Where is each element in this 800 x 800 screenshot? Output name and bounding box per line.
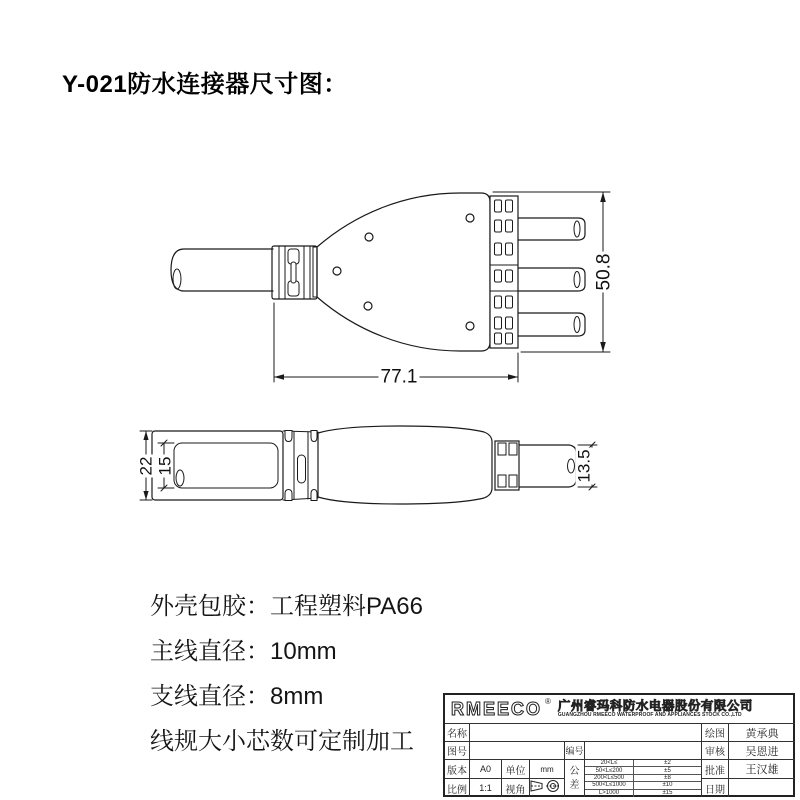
screw-holes [333,214,474,330]
field-approved-value: 王汉雄 [729,760,795,779]
field-date-value [729,779,795,797]
third-angle-projection-icon [530,779,562,793]
dim-label-77-1: 77.1 [380,366,418,388]
field-serial-value [585,742,702,760]
tolerance-value: ±15 [662,790,673,797]
field-drawn-label: 绘图 [702,724,729,742]
connector-body [317,193,490,351]
field-version-value: A0 [470,760,502,779]
side-branch-cable [519,445,576,487]
branch-rib-block [490,196,518,348]
side-view [136,426,597,504]
field-approved-label: 批准 [702,760,729,779]
page-title: Y-021防水连接器尺寸图： [62,71,348,98]
field-scale-label: 比例 [445,779,470,797]
dim-label-15: 15 [155,456,175,476]
branch-cables [518,218,585,336]
company-name-cn: 广州睿玛科防水电器股份有限公司 [557,698,753,713]
field-name-value [470,724,702,742]
spec-main-diameter: 主线直径：10mm [150,638,337,665]
side-branch-rib-block [495,441,519,490]
registered-mark-icon: ® [545,697,551,706]
dim-label-22: 22 [136,456,156,476]
side-cable-end-face [176,470,184,486]
tolerance-range: 50<L≤200 [585,767,634,774]
tolerance-value: ±5 [634,767,701,774]
tolerance-value: ±2 [634,760,701,767]
tolerance-range: 20<L≤ [585,760,634,767]
tolerance-grid [585,760,701,797]
field-drawing-no-label: 图号 [445,742,470,760]
tolerance-value: ±8 [634,775,701,782]
field-view-angle-symbol [530,779,565,797]
field-version-label: 版本 [445,760,470,779]
side-body [318,426,492,504]
company-header [445,695,795,724]
company-names [558,700,753,718]
tolerance-range: 200<L≤500 [585,775,634,782]
title-block [443,693,795,797]
tolerance-table [585,760,702,797]
spec-customization: 线规大小芯数可定制加工 [150,728,414,755]
field-serial-label: 编号 [565,742,585,760]
rmeeco-logo: RMEECO [451,698,543,719]
tolerance-range: 500<L≤1000 [585,782,634,789]
main-cable-end-face [173,269,181,289]
company-name-en: GUANGZHOU RMEECO WATERPROOF AND APPLIANCES STOCK CO.,LTD [557,711,742,718]
field-date-label: 日期 [702,779,729,797]
field-view-angle-label: 视角 [502,779,530,797]
strain-relief [272,246,317,299]
spec-shell-material: 外壳包胶：工程塑料PA66 [150,593,423,620]
top-view [171,192,610,382]
field-drawing-no-value [470,742,565,760]
field-drawn-value: 黄承典 [729,724,795,742]
field-unit-label: 单位 [502,760,530,779]
tolerance-range: L>1000 [585,790,634,797]
dim-label-13-5: 13.5 [574,449,594,483]
field-name-label: 名称 [445,724,470,742]
field-unit-value: mm [530,760,565,779]
main-cable [171,249,273,291]
field-checked-label: 审核 [702,742,729,760]
field-tolerance-label: 公差 [565,760,585,797]
spec-branch-diameter: 支线直径：8mm [150,683,324,710]
side-main-cable [174,443,278,488]
dim-label-50-8: 50.8 [593,253,615,291]
tolerance-value: ±10 [634,782,701,789]
field-scale-value: 1:1 [470,779,502,797]
side-strain-relief [283,431,318,501]
field-checked-value: 吴恩进 [729,742,795,760]
